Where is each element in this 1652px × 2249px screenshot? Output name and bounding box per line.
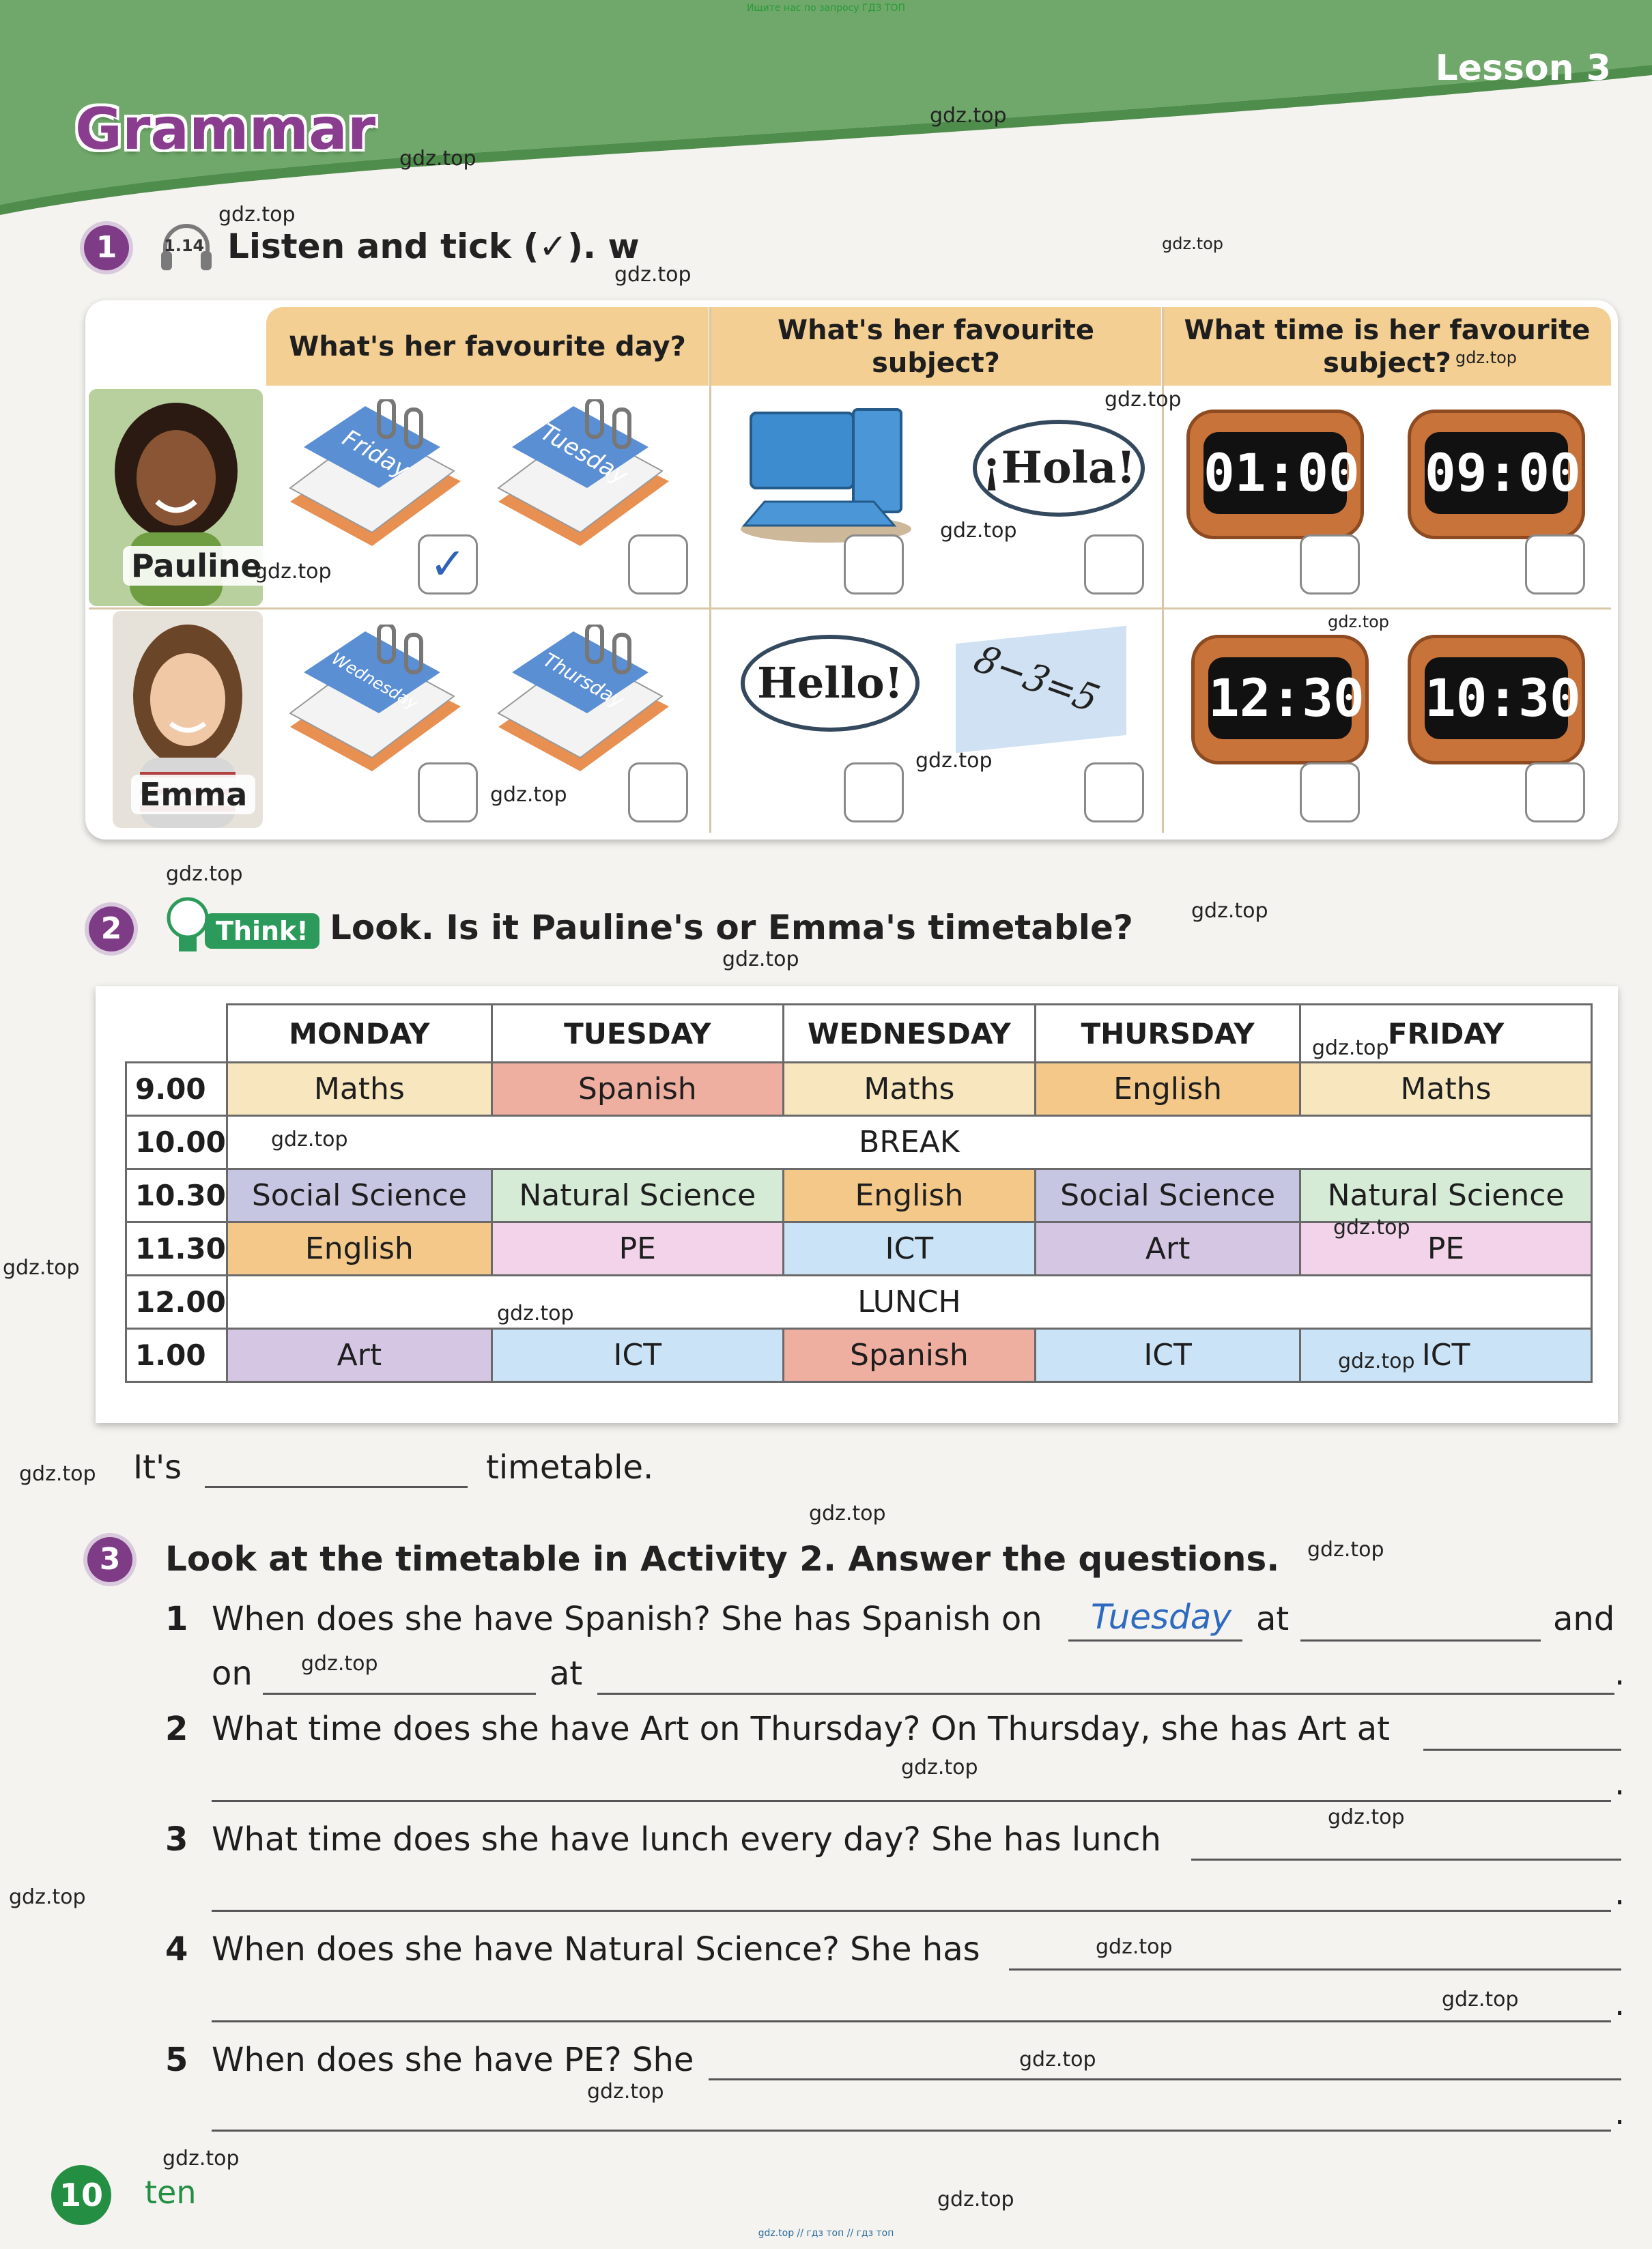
watermark: gdz.top xyxy=(399,147,476,171)
speech-bubble-hola: ¡Hola! xyxy=(973,420,1145,517)
full-stop: . xyxy=(1614,1654,1625,1693)
full-stop: . xyxy=(1614,1764,1625,1803)
watermark: gdz.top xyxy=(218,203,296,227)
lesson-cell: PE xyxy=(492,1222,783,1276)
tick-box-emma-wednesday[interactable] xyxy=(418,762,478,822)
question-number: 5 xyxy=(165,2041,188,2079)
question-number: 4 xyxy=(165,1930,188,1968)
question-number: 1 xyxy=(165,1600,188,1638)
question-1-at: at xyxy=(1256,1600,1290,1638)
answer-line[interactable] xyxy=(1423,1749,1621,1751)
full-stop: . xyxy=(1614,1874,1625,1913)
day-tuesday: TUESDAY xyxy=(492,1005,783,1063)
sentence-end: timetable. xyxy=(486,1448,654,1487)
day-monday: MONDAY xyxy=(227,1005,492,1063)
lesson-cell: Natural Science xyxy=(492,1169,783,1222)
lesson-cell: Maths xyxy=(227,1063,492,1116)
answer-line[interactable] xyxy=(1191,1859,1621,1861)
track-number: 1.14 xyxy=(164,236,205,255)
clock-display: 01:00 xyxy=(1204,432,1347,514)
answer-line[interactable] xyxy=(709,2078,1621,2080)
question-2-text: What time does she have Art on Thursday? On Thursday, she has Art at xyxy=(212,1710,1390,1748)
watermark: gdz.top xyxy=(1312,1036,1389,1060)
pauline-name: Pauline xyxy=(123,546,270,586)
watermark: gdz.top xyxy=(9,1885,86,1909)
question-number: 3 xyxy=(165,1820,188,1859)
grid-divider xyxy=(1162,307,1164,833)
watermark: gdz.top xyxy=(19,1462,96,1486)
lesson-cell: PE xyxy=(1300,1222,1592,1276)
question-1-and: and xyxy=(1553,1600,1615,1638)
watermark: gdz.top xyxy=(915,749,993,773)
break-cell: BREAK xyxy=(227,1116,1591,1169)
clock-1030 xyxy=(1408,635,1585,764)
answer-line[interactable] xyxy=(1068,1639,1242,1642)
bottom-note: gdz.top // гдз топ // гдз топ xyxy=(758,2228,894,2239)
calendar-wednesday-label: Wednesday xyxy=(328,648,421,714)
full-stop: . xyxy=(1614,2094,1625,2132)
day-thursday: THURSDAY xyxy=(1036,1005,1300,1063)
question-5-text: When does she have PE? She xyxy=(212,2041,694,2079)
time-cell: 10.00 xyxy=(126,1116,227,1169)
answer-line[interactable] xyxy=(212,1800,1611,1802)
watermark: gdz.top xyxy=(490,783,567,807)
time-cell: 11.30 xyxy=(126,1222,227,1276)
watermark: gdz.top xyxy=(1162,234,1224,253)
lesson-cell: Social Science xyxy=(1036,1169,1300,1222)
watermark: gdz.top xyxy=(1455,348,1518,367)
lesson-cell: Spanish xyxy=(492,1063,783,1116)
header-favourite-time: What time is her favourite subject? xyxy=(1163,307,1611,386)
tick-box-emma-1230[interactable] xyxy=(1300,762,1360,822)
tick-box-emma-thursday[interactable] xyxy=(628,762,688,822)
clock-display: 12:30 xyxy=(1208,657,1352,739)
time-cell: 1.00 xyxy=(126,1329,227,1382)
sentence-start: It's xyxy=(133,1448,182,1487)
exercise-3-number: 3 xyxy=(87,1537,132,1582)
tick-box-pauline-0100[interactable] xyxy=(1300,534,1360,595)
table-row xyxy=(126,1063,1592,1116)
day-wednesday: WEDNESDAY xyxy=(783,1005,1035,1063)
tick-box-pauline-tuesday[interactable] xyxy=(628,534,688,595)
lesson-cell: English xyxy=(227,1222,492,1276)
top-note: Ищите нас по запросу ГДЗ ТОП xyxy=(746,3,906,14)
answer-line[interactable] xyxy=(212,1910,1611,1912)
answer-line-timetable[interactable] xyxy=(205,1486,468,1488)
time-cell: 12.00 xyxy=(126,1276,227,1329)
watermark: gdz.top xyxy=(722,947,799,971)
lesson-cell: Maths xyxy=(783,1063,1035,1116)
lesson-cell: Art xyxy=(1036,1222,1300,1276)
think-badge: Think! xyxy=(205,913,319,949)
page-number: 10 xyxy=(51,2165,111,2225)
clock-1230 xyxy=(1191,635,1369,764)
watermark: gdz.top xyxy=(901,1756,978,1779)
lesson-cell: ICT xyxy=(783,1222,1035,1276)
watermark: gdz.top xyxy=(1328,1805,1405,1829)
answer-line[interactable] xyxy=(212,2020,1611,2022)
lesson-cell: English xyxy=(783,1169,1035,1222)
math-notebook xyxy=(956,626,1126,753)
day-friday: FRIDAY xyxy=(1300,1005,1592,1063)
table-row xyxy=(126,1276,1592,1329)
lesson-cell: Maths xyxy=(1300,1063,1592,1116)
exercise-2-number: 2 xyxy=(89,906,134,951)
clock-0100 xyxy=(1186,410,1364,539)
header-favourite-subject: What's her favourite subject? xyxy=(711,307,1161,386)
page-word: ten xyxy=(145,2174,197,2211)
tick-box-emma-english[interactable] xyxy=(844,762,904,822)
sample-answer: Tuesday xyxy=(1091,1597,1231,1637)
question-1-on: on xyxy=(212,1654,253,1693)
calendar-friday-icon xyxy=(276,399,468,556)
watermark: gdz.top xyxy=(1019,2048,1096,2072)
answer-line[interactable] xyxy=(597,1693,1614,1695)
watermark: gdz.top xyxy=(497,1302,574,1326)
watermark: gdz.top xyxy=(271,1128,348,1151)
math-sum: 8−3=5 xyxy=(967,636,1106,721)
watermark: gdz.top xyxy=(255,560,332,584)
answer-line[interactable] xyxy=(263,1693,536,1695)
calendar-thursday-icon xyxy=(485,625,676,782)
question-3-text: What time does she have lunch every day? She has lunch xyxy=(212,1820,1161,1859)
lesson-cell: Art xyxy=(227,1329,492,1382)
watermark: gdz.top xyxy=(162,2147,240,2171)
lesson-cell: ICT xyxy=(1036,1329,1300,1382)
time-cell: 9.00 xyxy=(126,1063,227,1116)
tick-box-emma-maths[interactable] xyxy=(1084,762,1144,822)
watermark: gdz.top xyxy=(940,519,1017,543)
time-cell: 10.30 xyxy=(126,1169,227,1222)
watermark: gdz.top xyxy=(1338,1349,1415,1373)
clock-0900 xyxy=(1408,410,1585,539)
watermark: gdz.top xyxy=(1191,899,1268,923)
tick-box-pauline-computer[interactable] xyxy=(844,534,904,595)
tick-box-pauline-0900[interactable] xyxy=(1525,534,1585,595)
watermark: gdz.top xyxy=(614,263,692,287)
tick-box-pauline-friday[interactable]: ✓ xyxy=(418,534,478,595)
grid-divider xyxy=(89,607,1611,610)
watermark: gdz.top xyxy=(301,1652,378,1676)
lesson-cell: Social Science xyxy=(227,1169,492,1222)
answer-line[interactable] xyxy=(212,2130,1611,2132)
calendar-tuesday-icon xyxy=(485,399,676,556)
lesson-label: Lesson 3 xyxy=(1435,48,1611,89)
answer-line[interactable] xyxy=(1009,1968,1621,1971)
full-stop: . xyxy=(1614,1985,1625,2023)
exercise-3-title: Look at the timetable in Activity 2. Answer the questions. xyxy=(165,1539,1280,1579)
calendar-friday-label: Friday xyxy=(337,424,414,485)
lesson-cell: Natural Science xyxy=(1300,1169,1592,1222)
question-1-text: When does she have Spanish? She has Spanish on xyxy=(212,1600,1042,1638)
watermark: gdz.top xyxy=(3,1256,80,1280)
watermark: gdz.top xyxy=(930,104,1007,128)
tick-box-emma-1030[interactable] xyxy=(1525,762,1585,822)
header-favourite-day: What's her favourite day? xyxy=(266,307,709,386)
lunch-cell: LUNCH xyxy=(227,1276,1591,1329)
watermark: gdz.top xyxy=(166,862,243,886)
calendar-wednesday-icon xyxy=(276,625,468,782)
calendar-thursday-label: Thursday xyxy=(539,648,628,713)
clock-display: 10:30 xyxy=(1425,657,1568,739)
speech-bubble-hello: Hello! xyxy=(741,635,920,732)
question-number: 2 xyxy=(165,1710,188,1748)
emma-name: Emma xyxy=(131,775,255,814)
watermark: gdz.top xyxy=(809,1502,886,1525)
lesson-cell: ICT xyxy=(1300,1329,1592,1382)
lesson-cell: English xyxy=(1036,1063,1300,1116)
calendar-tuesday-label: Tuesday xyxy=(535,418,633,490)
question-1-at-2: at xyxy=(550,1654,583,1693)
computer-icon xyxy=(737,406,915,543)
watermark: gdz.top xyxy=(1105,388,1182,412)
watermark: gdz.top xyxy=(1442,1988,1519,2011)
watermark: gdz.top xyxy=(587,2080,664,2104)
grid-divider xyxy=(709,307,711,833)
watermark: gdz.top xyxy=(1328,612,1390,631)
timetable xyxy=(125,1003,1593,1383)
table-row xyxy=(126,1169,1592,1222)
section-title: Grammar xyxy=(75,96,376,162)
watermark: gdz.top xyxy=(1307,1538,1384,1562)
clock-display: 09:00 xyxy=(1425,432,1568,514)
watermark: gdz.top xyxy=(937,2188,1014,2211)
watermark: gdz.top xyxy=(1096,1935,1173,1959)
watermark: gdz.top xyxy=(1333,1216,1410,1240)
exercise-2-title: Look. Is it Pauline's or Emma's timetable? xyxy=(330,908,1133,947)
lesson-cell: Spanish xyxy=(783,1329,1035,1382)
lesson-cell: ICT xyxy=(492,1329,783,1382)
answer-line[interactable] xyxy=(1300,1639,1541,1642)
exercise-1-number: 1 xyxy=(84,225,129,270)
tick-box-pauline-spanish[interactable] xyxy=(1084,534,1144,595)
question-4-text: When does she have Natural Science? She has xyxy=(212,1930,980,1968)
exercise-1-title: Listen and tick (✓). w xyxy=(227,227,640,266)
